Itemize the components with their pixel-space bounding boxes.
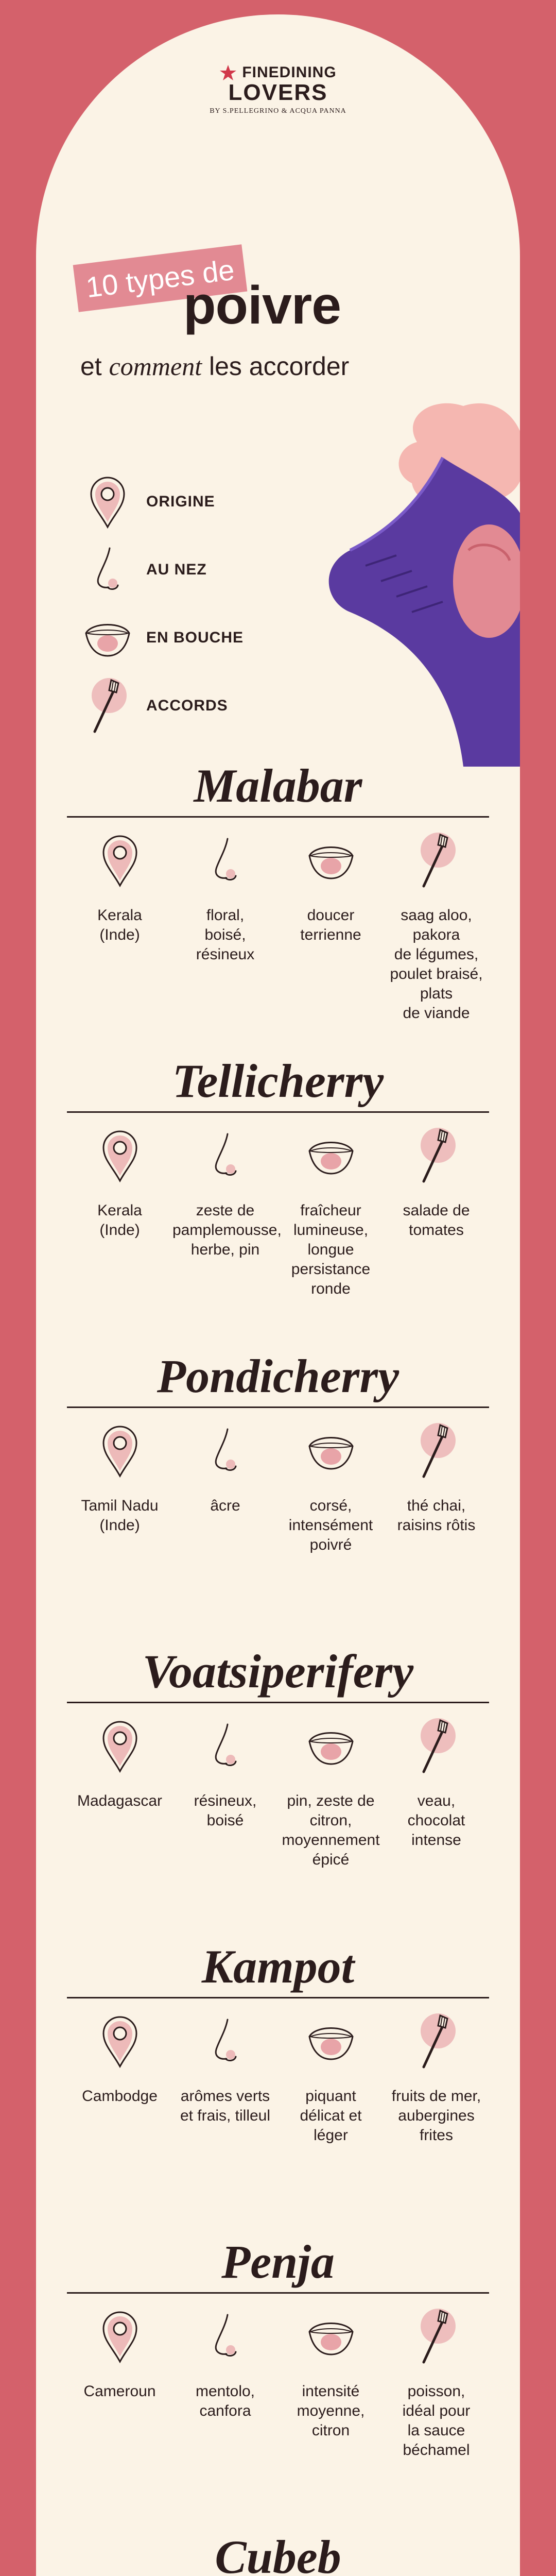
legend-item-mouth — [79, 604, 244, 672]
legend-label: ORIGINE — [146, 493, 215, 510]
attribute-nose — [172, 2300, 278, 2460]
pepper-name: Penja — [221, 2235, 335, 2288]
attribute-pairing — [384, 824, 489, 1023]
map-pin-icon — [89, 1120, 151, 1192]
attribute-text: corsé, intensément poivré — [288, 1497, 373, 1553]
attribute-text: résineux, boisé — [194, 1792, 257, 1829]
attribute-text: fraîcheur lumineuse, longue persistance ronde — [291, 1202, 371, 1297]
legend-item-pairing — [79, 672, 244, 740]
legend-label: AU NEZ — [146, 561, 207, 578]
brand-line2: LOVERS — [228, 80, 328, 105]
pepper-name: Tellicherry — [172, 1055, 384, 1107]
attribute-text: salade de tomates — [403, 1202, 470, 1239]
brand-line1: FINEDINING — [242, 64, 337, 81]
nose-icon — [195, 2005, 256, 2077]
attribute-text: piquant délicat et léger — [300, 2088, 362, 2144]
attribute-text: pin, zeste de citron, moyennement épicé — [282, 1792, 380, 1868]
pepper-name: Kampot — [201, 1940, 355, 1993]
nose-icon — [195, 1415, 256, 1487]
attribute-origin — [67, 1120, 172, 1299]
pepper-section — [36, 1348, 520, 1590]
legend-label: ACCORDS — [146, 697, 228, 714]
attribute-nose — [172, 1710, 278, 1870]
pepper-section — [36, 1938, 520, 2180]
fork-icon — [406, 2005, 467, 2077]
attribute-text: veau, chocolat intense — [407, 1792, 465, 1849]
legend — [79, 468, 244, 740]
attribute-pairing — [384, 1710, 489, 1870]
legend-item-nose — [79, 536, 244, 604]
subtitle-part-b: les accorder — [202, 352, 350, 381]
attribute-pairing — [384, 2300, 489, 2460]
nose-icon — [195, 2300, 256, 2372]
attribute-origin — [67, 824, 172, 1023]
map-pin-icon — [89, 1710, 151, 1782]
attribute-text: Kerala (Inde) — [97, 907, 142, 943]
attribute-text: poisson, idéal pour la sauce béchamel — [402, 2383, 471, 2459]
divider — [67, 1406, 489, 1408]
legend-label: EN BOUCHE — [146, 629, 244, 646]
pepper-attributes — [67, 1415, 489, 1555]
map-pin-icon — [79, 473, 136, 530]
map-pin-icon — [89, 2300, 151, 2372]
mouth-icon — [300, 1120, 362, 1192]
mouth-icon — [300, 824, 362, 896]
fork-icon — [406, 1415, 467, 1487]
map-pin-icon — [89, 2005, 151, 2077]
pepper-section — [36, 2529, 520, 2576]
attribute-mouth — [278, 2300, 384, 2460]
pepper-section — [36, 757, 520, 1022]
attribute-mouth — [278, 1415, 384, 1555]
attribute-pairing — [384, 1120, 489, 1299]
attribute-text: zeste de pamplemousse, herbe, pin — [172, 1202, 282, 1258]
attribute-text: intensité moyenne, citron — [297, 2383, 365, 2439]
attribute-text: saag aloo, pakora de légumes, poulet braisé, plats de viande — [390, 907, 483, 1022]
pepper-attributes — [67, 2300, 489, 2460]
title-badge-text: 10 types de — [84, 253, 236, 303]
pepper-attributes — [67, 1710, 489, 1870]
brand-line1-row — [36, 64, 520, 81]
attribute-mouth — [278, 2005, 384, 2145]
fork-icon — [79, 677, 136, 734]
subtitle-part-a: et — [80, 352, 109, 381]
pepper-section — [36, 1053, 520, 1295]
star-icon — [219, 64, 237, 81]
pepper-attributes — [67, 824, 489, 1023]
attribute-nose — [172, 1415, 278, 1555]
attribute-text: fruits de mer, aubergines frites — [391, 2088, 481, 2144]
attribute-text: arômes verts et frais, tilleul — [180, 2088, 271, 2124]
pepper-name: Voatsiperifery — [142, 1645, 414, 1698]
fork-icon — [406, 824, 467, 896]
mouth-icon — [300, 2005, 362, 2077]
map-pin-icon — [89, 1415, 151, 1487]
map-pin-icon — [89, 824, 151, 896]
mouth-icon — [300, 1710, 362, 1782]
divider — [67, 1111, 489, 1113]
attribute-text: Kerala (Inde) — [97, 1202, 142, 1239]
attribute-text: mentolo, canfora — [195, 2383, 255, 2419]
fork-icon — [406, 2300, 467, 2372]
attribute-pairing — [384, 1415, 489, 1555]
attribute-text: floral, boisé, résineux — [196, 907, 255, 963]
divider — [67, 2292, 489, 2294]
pepper-name: Cubeb — [215, 2531, 341, 2576]
nose-icon — [195, 1710, 256, 1782]
pepper-section — [36, 2233, 520, 2476]
brand-logo[interactable] — [36, 64, 520, 115]
legend-item-origin — [79, 468, 244, 536]
attribute-nose — [172, 824, 278, 1023]
pepper-name: Pondicherry — [157, 1350, 399, 1402]
attribute-pairing — [384, 2005, 489, 2145]
attribute-origin — [67, 2300, 172, 2460]
fork-icon — [406, 1710, 467, 1782]
pepper-attributes — [67, 1120, 489, 1299]
nose-icon — [79, 541, 136, 598]
pepper-section — [36, 1643, 520, 1885]
attribute-text: thé chai, raisins rôtis — [397, 1497, 476, 1534]
nose-icon — [195, 1120, 256, 1192]
attribute-origin — [67, 1415, 172, 1555]
attribute-text: Tamil Nadu (Inde) — [81, 1497, 159, 1534]
divider — [67, 1997, 489, 1998]
attribute-mouth — [278, 1710, 384, 1870]
attribute-nose — [172, 2005, 278, 2145]
pepper-attributes — [67, 2005, 489, 2145]
page-title: poivre — [183, 276, 341, 335]
subtitle-emphasis: comment — [109, 352, 202, 381]
attribute-nose — [172, 1120, 282, 1299]
fork-icon — [406, 1120, 467, 1192]
attribute-text: doucer terrienne — [300, 907, 361, 943]
mouth-icon — [300, 2300, 362, 2372]
attribute-origin — [67, 1710, 172, 1870]
attribute-text: Cameroun — [83, 2383, 156, 2400]
divider — [67, 816, 489, 818]
mouth-icon — [300, 1415, 362, 1487]
divider — [67, 1702, 489, 1703]
attribute-origin — [67, 2005, 172, 2145]
attribute-text: âcre — [210, 1497, 240, 1514]
pepper-grinder-illustration — [247, 396, 520, 767]
page-subtitle — [80, 351, 349, 381]
brand-tagline: BY S.PELLEGRINO & ACQUA PANNA — [210, 107, 346, 115]
attribute-text: Madagascar — [77, 1792, 163, 1809]
attribute-mouth — [278, 824, 384, 1023]
attribute-text: Cambodge — [82, 2088, 158, 2105]
attribute-mouth — [278, 1120, 384, 1299]
pepper-name: Malabar — [194, 759, 362, 812]
nose-icon — [195, 824, 256, 896]
infographic-card — [36, 14, 520, 2576]
mouth-icon — [79, 609, 136, 666]
